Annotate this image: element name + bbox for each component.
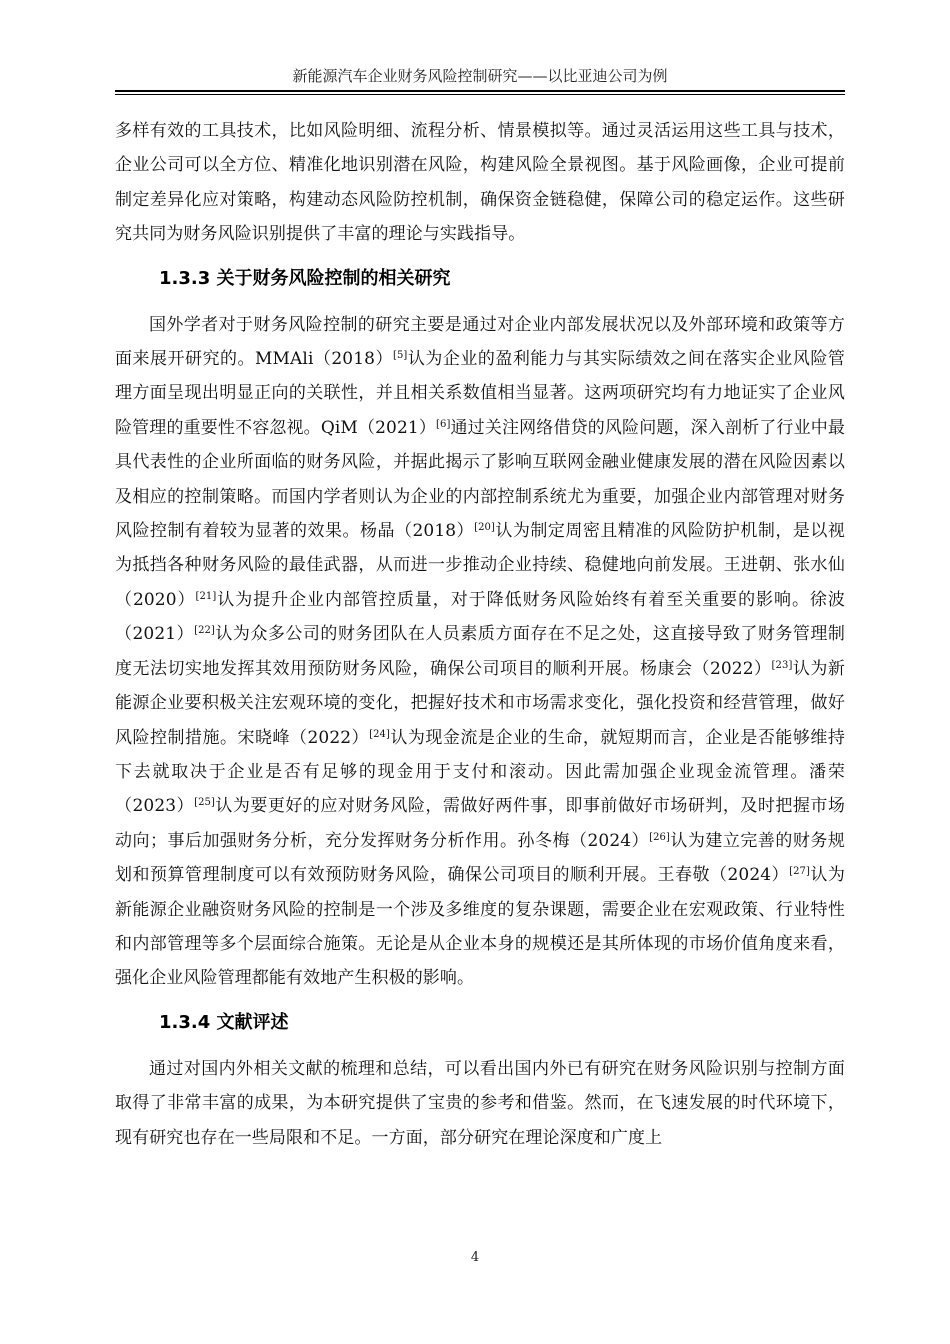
- text-run: 认为新能源企业要积极关注宏观环境的变化，把握好技术和市场需求变化，强化投资和经营管理，做好风险控制措施。宋晓峰（2022）: [115, 658, 845, 748]
- paragraph-intro-continued: 多样有效的工具技术，比如风险明细、流程分析、情景模拟等。通过灵活运用这些工具与技术，企业公司可以全方位、精准化地识别潜在风险，构建风险全景视图。基于风险画像，企业可提前制定差异化应对策略，构建动态风险防控机制，确保资金链稳健，保障公司的稳定运作。这些研究共同为财务风险识别提供了丰富的理论与实践指导。: [115, 121, 845, 245]
- text-run: 认为建立完善的财务规划和预算管理制度可以有效预防财务风险，确保公司项目的顺利开展。王春敬（2024）: [115, 830, 845, 886]
- text-run: 认为企业的盈利能力与其实际绩效之间在落实企业风险管理方面呈现出明显正向的关联性，并且相关系数值相当显著。这两项研究均有力地证实了企业风险管理的重要性不容忽视。QiM（2021）: [115, 349, 845, 438]
- text-run: 认为众多公司的财务团队在人员素质方面存在不足之处，这直接导致了财务管理制度无法切实地发挥其效用预防财务风险，确保公司项目的顺利开展。杨康会（2022）: [115, 624, 845, 679]
- paragraph-literature-review: 通过对国内外相关文献的梳理和总结，可以看出国内外已有研究在财务风险识别与控制方面取得了非常丰富的成果，为本研究提供了宝贵的参考和借鉴。然而，在飞速发展的时代环境下，现有研究也存在一些局限和不足。一方面，部分研究在理论深度和广度上: [115, 1058, 845, 1148]
- page-number: 4: [470, 1250, 480, 1265]
- citation-21: [21]: [195, 590, 217, 602]
- running-header-title: 新能源汽车企业财务风险控制研究——以比亚迪公司为例: [292, 67, 668, 85]
- text-run: 通过关注网络借贷的风险问题，深入剖析了行业中最具代表性的企业所面临的财务风险，并据此揭示了影响互联网金融业健康发展的潜在风险因素以及相应的控制策略。而国内学者则认为企业的内部控制系统尤为重要，加强企业内部管理对财务风险控制有着较为显著的效果。杨晶（2018）: [115, 417, 845, 542]
- header-rule-thick: [115, 90, 845, 92]
- section-heading-1-3-4: 1.3.4 文献评述: [159, 1011, 289, 1033]
- header-rule-thin: [115, 94, 845, 95]
- citation-6: [6]: [436, 418, 451, 430]
- citation-26: [26]: [649, 831, 670, 843]
- text-run: 国外学者对于财务风险控制的研究主要是通过对企业内部发展状况以及外部环境和政策等方面来展开研究的。MMAli（2018）: [115, 314, 845, 370]
- citation-20: [20]: [474, 522, 495, 534]
- citation-5: [5]: [392, 350, 408, 362]
- citation-25: [25]: [194, 797, 215, 809]
- text-run: 认为新能源企业融资财务风险的控制是一个涉及多维度的复杂课题，需要企业在宏观政策、行业特性和内部管理等多个层面综合施策。无论是从企业本身的规模还是其所体现的市场价值角度来看，强化企业风险管理都能有效地产生积极的影响。: [115, 865, 846, 989]
- text-run: 认为要更好的应对财务风险，需做好两件事，即事前做好市场研判，及时把握市场动向；事后加强财务分析，充分发挥财务分析作用。孙冬梅（2024）: [115, 796, 845, 851]
- page-body: [115, 114, 845, 1155]
- citation-24: [24]: [369, 728, 390, 740]
- section-heading-1-3-3: 1.3.3 关于财务风险控制的相关研究: [159, 267, 451, 289]
- citation-27: [27]: [789, 866, 810, 878]
- citation-23: [23]: [771, 659, 793, 671]
- text-run: 认为现金流是企业的生命，就短期而言，企业是否能够维持下去就取决于企业是否有足够的现金用于支付和滚动。因此需加强企业现金流管理。潘荣（2023）: [115, 727, 845, 817]
- text-run: 认为提升企业内部管控质量，对于降低财务风险始终有着至关重要的影响。徐波（2021）: [115, 589, 845, 645]
- citation-22: [22]: [194, 625, 215, 637]
- text-run: 认为制定周密且精准的风险防护机制，是以视为抵挡各种财务风险的最佳武器，从而进一步推动企业持续、稳健地向前发展。王进朝、张水仙（2020）: [115, 521, 845, 610]
- paragraph-risk-control-literature: [115, 308, 845, 996]
